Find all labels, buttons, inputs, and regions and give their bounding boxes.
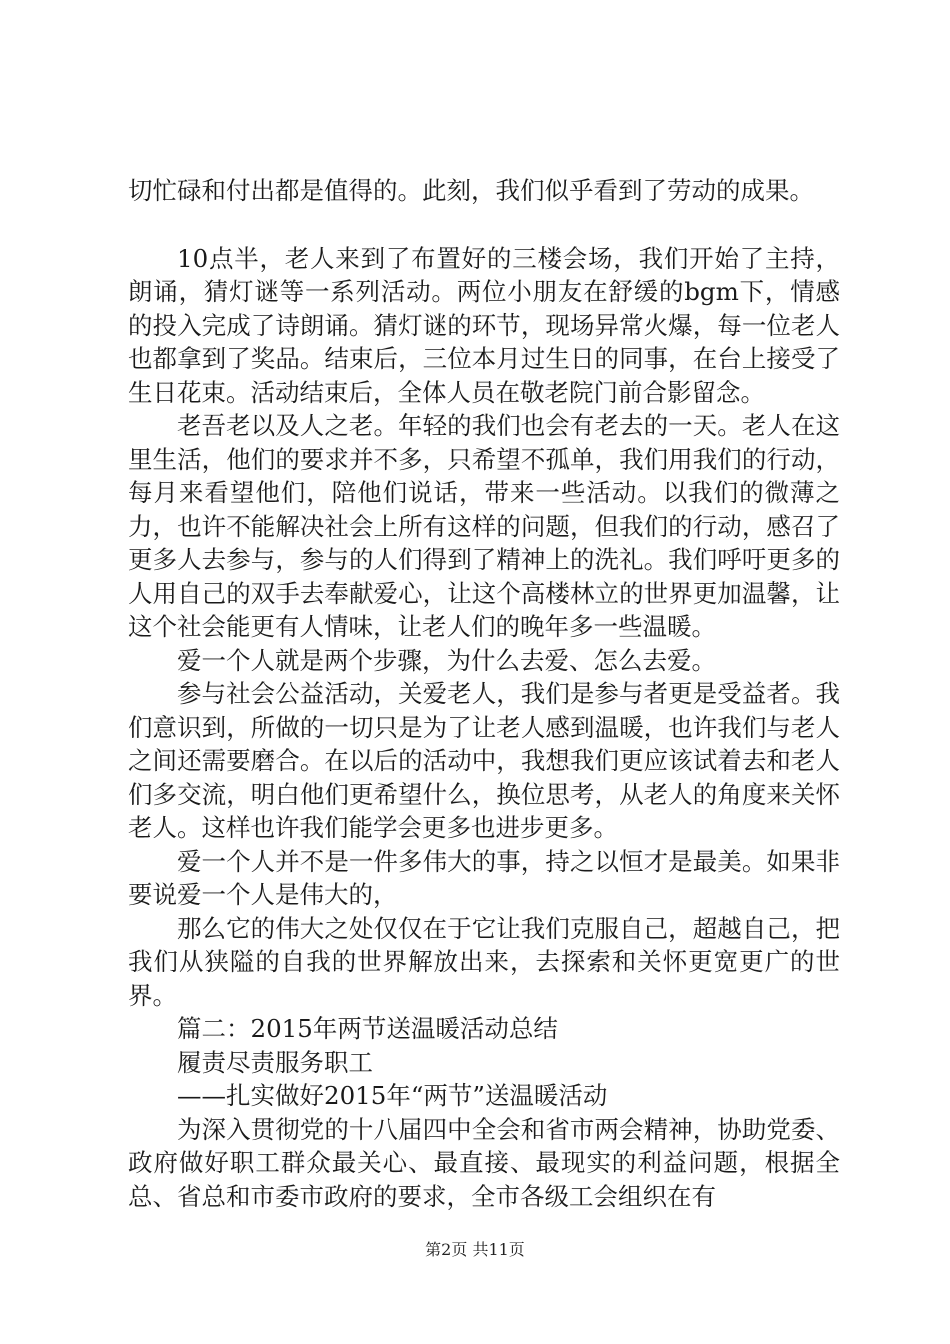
paragraph-two-steps: 爱一个人就是两个步骤，为什么去爱、怎么去爱。 <box>177 645 716 675</box>
paragraph-continuation: 切忙碌和付出都是值得的。此刻，我们似乎看到了劳动的成果。 <box>128 176 814 205</box>
paragraph-participation: 参与社会公益活动，关爱老人，我们是参与者更是受益者。我们意识到，所做的一切只是为了让老人感到温暖，也许我们与老人之间还需要磨合。在以后的活动中，我想我们更应该试着去和老人们多交流，明白他们更希望什么，换位思考，从老人的角度来关怀老人。这样也许我们能学会更多也进步更多。 <box>128 679 840 842</box>
paragraph-activity: 10点半，老人来到了布置好的三楼会场，我们开始了主持，朗诵，猜灯谜等一系列活动。两位小朋友在舒缓的bgm下，情感的投入完成了诗朗诵。猜灯谜的环节，现场异常火爆，每一位老人也都拿到了奖品。结束后，三位本月过生日的同事，在台上接受了生日花束。活动结束后，全体人员在敬老院门前合影留念。 <box>128 243 840 407</box>
paragraph-respect-elders: 老吾老以及人之老。年轻的我们也会有老去的一天。老人在这里生活，他们的要求并不多，只希望不孤单，我们用我们的行动，每月来看望他们，陪他们说话，带来一些活动。以我们的微薄之力，也许不能解决社会上所有这样的问题，但我们的行动，感召了更多人去参与，参与的人们得到了精神上的洗礼。我们呼吁更多的人用自己的双手去奉献爱心，让这个高楼林立的世界更加温馨，让这个社会能更有人情味，让老人们的晚年多一些温暖。 <box>128 411 840 641</box>
paragraph-intro: 为深入贯彻党的十八届四中全会和省市两会精神，协助党委、政府做好职工群众最关心、最直接、最现实的利益问题，根据全总、省总和市委市政府的要求，全市各级工会组织在有 <box>128 1114 840 1211</box>
section-heading: 篇二：2015年两节送温暖活动总结 <box>177 1014 558 1043</box>
paragraph-love-persistence: 爱一个人并不是一件多伟大的事，持之以恒才是最美。如果非要说爱一个人是伟大的， <box>128 846 840 909</box>
section-title: 履责尽责服务职工 <box>177 1047 373 1077</box>
document-body <box>128 174 840 1213</box>
section-subtitle: ——扎实做好2015年“两节”送温暖活动 <box>177 1081 608 1110</box>
page-number: 第2页 共11页 <box>425 1240 525 1259</box>
paragraph-gap <box>128 208 840 242</box>
paragraph-greatness: 那么它的伟大之处仅仅在于它让我们克服自己，超越自己，把我们从狭隘的自我的世界解放出来，去探索和关怀更宽更广的世界。 <box>128 913 840 1010</box>
